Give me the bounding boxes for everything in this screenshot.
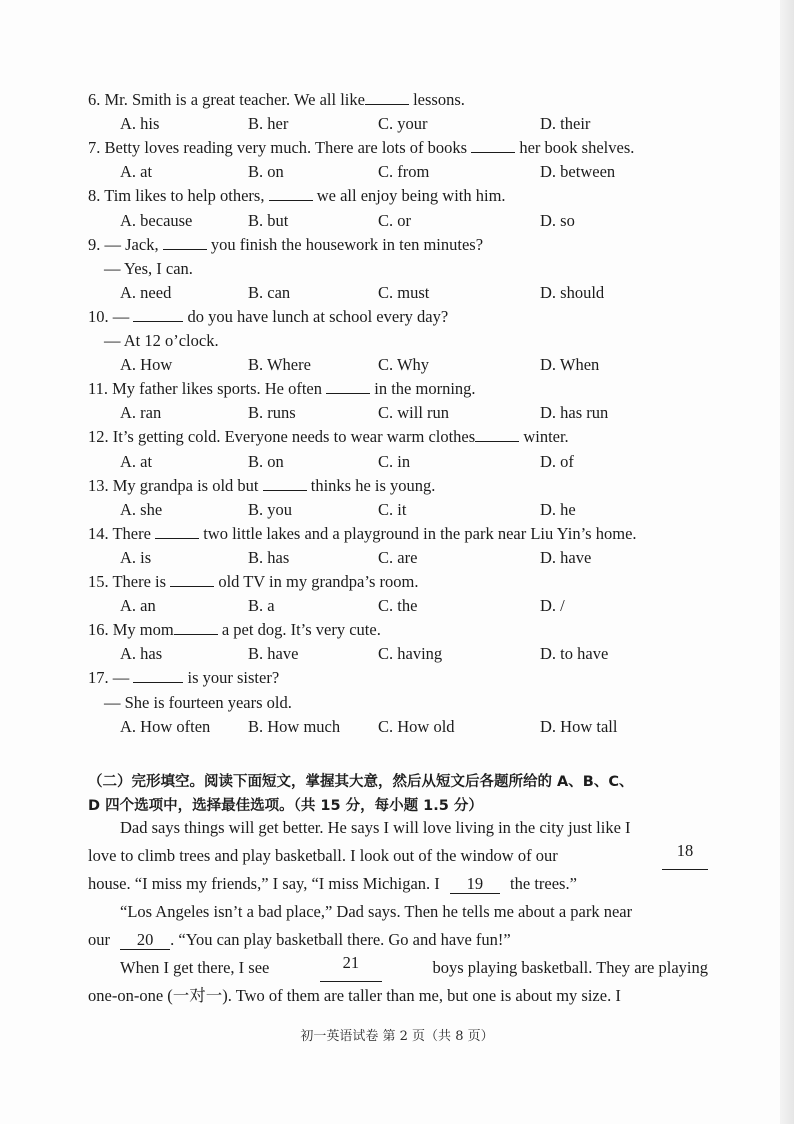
option-a: A. How <box>120 355 173 375</box>
answer-blank <box>475 426 519 442</box>
answer-blank <box>133 667 183 683</box>
question-text: 15. There is <box>88 572 171 591</box>
option-c: C. will run <box>378 403 450 423</box>
option-c: C. are <box>378 547 418 567</box>
option-b: B. How much <box>248 716 341 736</box>
passage-text: our <box>88 930 110 949</box>
option-d: D. he <box>540 499 576 519</box>
passage-line: one-on-one (一对一). Two of them are taller than me, but one is about my size. I <box>88 986 621 1005</box>
question-text: 11. My father likes sports. He often <box>88 379 327 399</box>
passage-text: . “You can play basketball there. Go and have fun!” <box>170 930 511 949</box>
passage-text: When I get there, I see <box>120 958 270 977</box>
page-edge-shadow <box>780 0 794 1124</box>
option-c: C. How old <box>378 716 455 736</box>
option-c: C. your <box>378 114 428 134</box>
option-a: A. need <box>120 282 172 302</box>
question-text: two little lakes and a playground in the park near Liu Yin’s home. <box>199 523 637 543</box>
option-b: B. Where <box>248 355 311 375</box>
dialogue-response: — Yes, I can. <box>104 258 193 278</box>
option-a: A. How often <box>120 716 211 736</box>
option-a: A. an <box>120 596 156 616</box>
question-text: thinks he is young. <box>306 475 436 495</box>
option-d: D. have <box>540 547 592 567</box>
option-d: D. / <box>540 596 565 616</box>
question-text: old TV in my grandpa’s room. <box>214 572 419 591</box>
option-d: D. between <box>540 162 616 182</box>
question-text: 9. — Jack, <box>88 234 163 254</box>
option-b: B. runs <box>248 403 296 423</box>
question-stem <box>88 89 465 111</box>
option-b: B. has <box>248 547 290 567</box>
question-text: 16. My mom <box>88 620 174 640</box>
question-text: lessons. <box>408 90 465 109</box>
passage-text: love to climb trees and play basketball. I look out of the window of our <box>88 846 558 865</box>
question-stem <box>88 378 476 400</box>
option-b: B. but <box>248 210 289 230</box>
option-c: C. it <box>378 499 407 519</box>
dialogue-response: — She is fourteen years old. <box>104 692 292 712</box>
answer-blank <box>170 571 214 587</box>
question-stem <box>88 571 418 593</box>
cloze-blank-18: 18 <box>662 842 708 870</box>
option-a: A. at <box>120 162 153 182</box>
page-footer: 初一英语试卷 第 2 页（共 8 页） <box>300 1029 494 1044</box>
passage-text: the trees.” <box>510 874 577 893</box>
passage-line: “Los Angeles isn’t a bad place,” Dad says. Then he tells me about a park near <box>120 902 633 921</box>
answer-blank <box>174 619 218 635</box>
passage-text: boys playing basketball. They are playing <box>432 958 708 977</box>
option-a: A. his <box>120 114 160 134</box>
passage-text: house. “I miss my friends,” I say, “I miss Michigan. I <box>88 874 440 893</box>
passage-line: Dad says things will get better. He says I will love living in the city just like I <box>120 818 631 837</box>
question-text: 6. Mr. Smith is a great teacher. We all like <box>88 90 365 109</box>
option-c: C. the <box>378 596 418 616</box>
answer-blank <box>263 475 307 491</box>
option-d: D. has run <box>540 403 609 423</box>
option-c: C. or <box>378 210 411 230</box>
option-d: D. should <box>540 282 605 302</box>
dialogue-response: — At 12 o’clock. <box>104 331 219 350</box>
option-d: D. When <box>540 355 600 375</box>
option-b: B. a <box>248 596 275 616</box>
option-a: A. because <box>120 210 193 230</box>
question-stem <box>88 306 448 328</box>
question-text: 13. My grandpa is old but <box>88 475 263 495</box>
question-text: 17. — <box>88 668 134 688</box>
question-stem <box>88 475 435 497</box>
option-d: D. How tall <box>540 716 618 736</box>
section-2-heading-line-2: D 四个选项中，选择最佳选项。（共 15 分，每小题 1.5 分） <box>88 798 483 814</box>
question-stem <box>88 137 634 159</box>
option-a: A. is <box>120 547 152 567</box>
option-c: C. Why <box>378 355 430 375</box>
option-c: C. having <box>378 644 443 664</box>
question-text: 14. There <box>88 523 156 543</box>
cloze-blank-19: 19 <box>450 875 500 894</box>
option-d: D. so <box>540 210 575 230</box>
cloze-passage <box>88 814 708 1010</box>
question-text: a pet dog. It’s very cute. <box>217 620 381 640</box>
question-stem <box>88 185 506 207</box>
option-b: B. can <box>248 282 291 302</box>
question-stem <box>88 426 569 448</box>
question-text: we all enjoy being with him. <box>312 186 506 206</box>
section-2-heading-line-1: （二）完形填空。阅读下面短文，掌握其大意，然后从短文后各题所给的 A、B、C、 <box>88 774 634 790</box>
passage-line <box>88 870 708 898</box>
option-a: A. ran <box>120 403 162 423</box>
option-b: B. have <box>248 644 299 664</box>
cloze-blank-21: 21 <box>320 954 382 982</box>
question-text: 12. It’s getting cold. Everyone needs to wear warm clothes <box>88 427 476 447</box>
answer-blank <box>471 137 515 153</box>
option-d: D. their <box>540 114 591 134</box>
question-text: is your sister? <box>183 668 280 688</box>
option-b: B. her <box>248 114 289 134</box>
option-a: A. she <box>120 499 163 519</box>
option-c: C. in <box>378 451 411 471</box>
question-text: 10. — <box>88 306 134 326</box>
question-text: 8. Tim likes to help others, <box>88 186 269 206</box>
question-stem <box>88 667 279 689</box>
question-stem <box>88 619 381 641</box>
question-text: 7. Betty loves reading very much. There are lots of books <box>88 138 472 158</box>
option-b: B. on <box>248 451 284 471</box>
answer-blank <box>133 306 183 322</box>
question-text: do you have lunch at school every day? <box>183 306 449 326</box>
option-a: A. has <box>120 644 163 664</box>
option-b: B. on <box>248 162 284 182</box>
option-d: D. of <box>540 451 574 471</box>
passage-line <box>88 842 708 870</box>
option-d: D. to have <box>540 644 609 664</box>
passage-line <box>88 926 708 954</box>
option-c: C. from <box>378 162 430 182</box>
answer-blank <box>326 378 370 394</box>
answer-blank <box>163 234 207 250</box>
question-text: her book shelves. <box>515 138 635 158</box>
question-stem <box>88 234 483 256</box>
question-text: you finish the housework in ten minutes? <box>206 234 484 254</box>
option-b: B. you <box>248 499 293 519</box>
passage-line <box>88 954 708 982</box>
answer-blank <box>155 523 199 539</box>
question-stem <box>88 523 637 545</box>
question-text: in the morning. <box>370 379 476 399</box>
question-text: winter. <box>519 427 569 447</box>
answer-blank <box>365 89 409 105</box>
option-a: A. at <box>120 451 153 471</box>
option-c: C. must <box>378 282 430 302</box>
cloze-blank-20: 20 <box>120 931 170 950</box>
answer-blank <box>269 185 313 201</box>
